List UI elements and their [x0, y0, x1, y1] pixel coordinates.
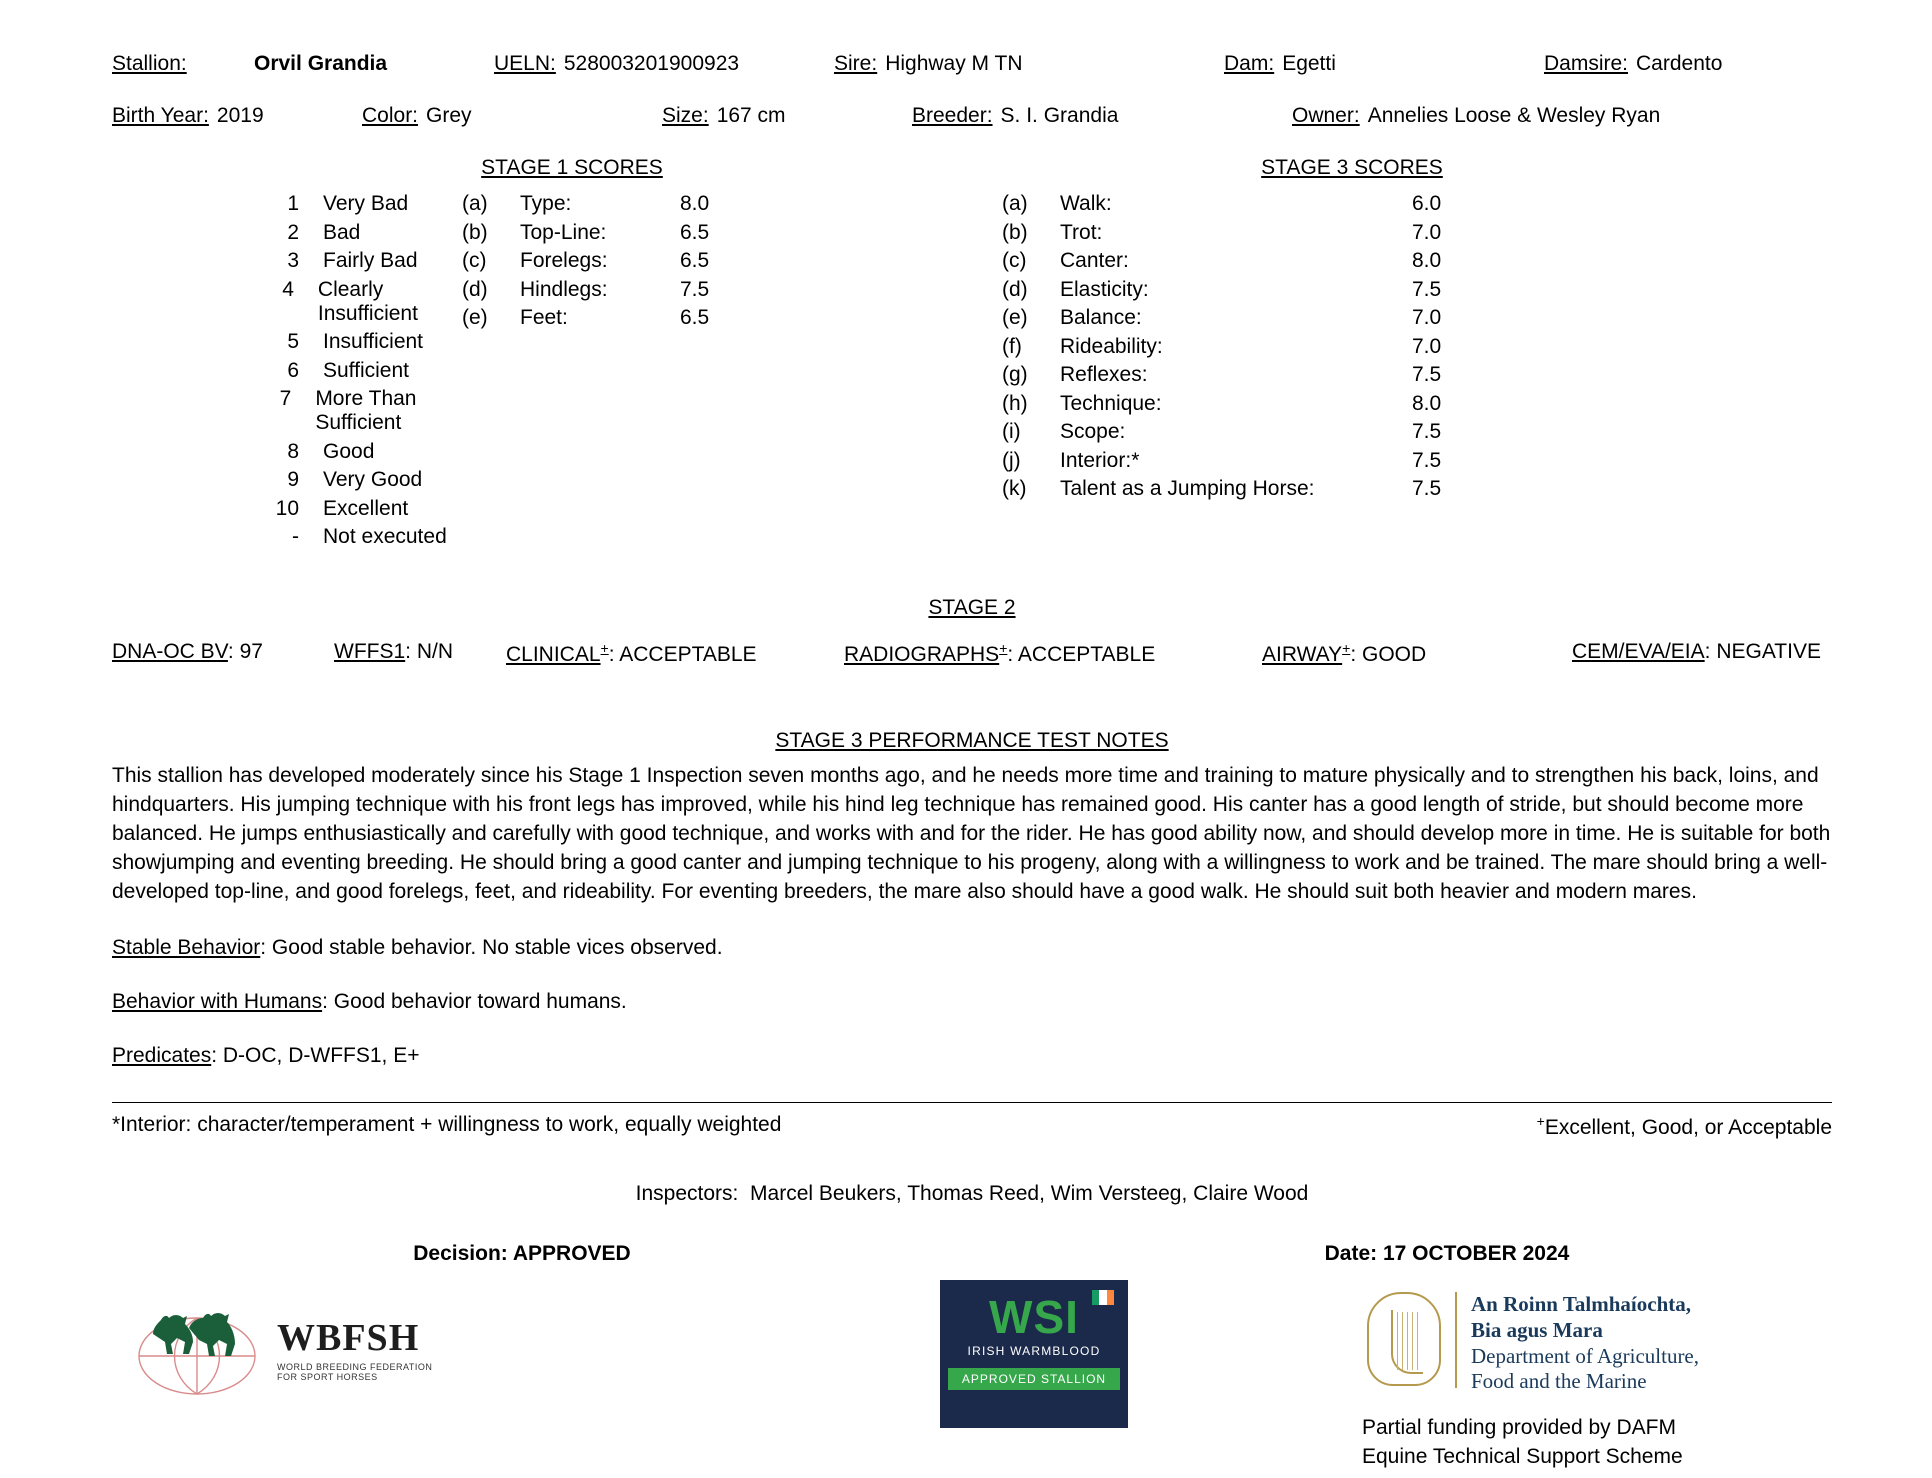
legend-text: Very Bad [323, 192, 409, 215]
field-color-value: Grey [426, 104, 472, 127]
stage3-score-row [1002, 221, 1832, 245]
stage2-label: WFFS1 [334, 639, 406, 663]
stage1-score-row [462, 221, 882, 245]
wsi-approved-band: APPROVED STALLION [948, 1368, 1120, 1390]
legend-text: Very Good [323, 468, 423, 491]
legend-num: 5 [287, 330, 299, 353]
wbfsh-logo [127, 1294, 432, 1404]
legend-num: 4 [282, 277, 294, 301]
stage3-score-row [1002, 363, 1832, 387]
legend-row [267, 249, 462, 273]
stage3-score: 8.0 [1412, 391, 1442, 415]
legend-text: Excellent [323, 496, 409, 520]
stage3-letter: (i) [1002, 420, 1021, 443]
stage3-score-row [1002, 306, 1832, 330]
stage1-title: STAGE 1 SCORES [481, 156, 663, 179]
stage2-value: ACCEPTABLE [619, 642, 757, 666]
predicates-line [112, 1044, 1832, 1068]
stage2-title: STAGE 2 [928, 595, 1016, 619]
stage3-name: Canter: [1060, 249, 1129, 272]
stage3-letter: (d) [1002, 277, 1028, 301]
legend-row [267, 440, 462, 464]
stage2-label: AIRWAY [1262, 642, 1343, 666]
field-ueln-value: 528003201900923 [563, 52, 740, 75]
stage2-value: N/N [416, 639, 454, 663]
score-legend [112, 192, 462, 554]
legend-text: Insufficient [323, 330, 424, 353]
stage3-name: Scope: [1060, 420, 1126, 443]
stage2-item-cem-eva-eia [1572, 640, 1821, 667]
field-color [362, 104, 662, 128]
harp-icon [1367, 1292, 1441, 1386]
dafm-irish-line2: Bia agus Mara [1471, 1318, 1603, 1343]
stage3-name: Walk: [1060, 192, 1112, 215]
field-stallion-value-wrap [254, 52, 494, 76]
legend-num: 9 [287, 468, 299, 491]
field-damsire-label: Damsire: [1544, 52, 1629, 75]
stage3-score: 7.5 [1412, 477, 1442, 500]
stage2-sup: + [999, 639, 1008, 656]
stage3-letter: (j) [1002, 448, 1021, 472]
legend-text: Fairly Bad [323, 249, 418, 272]
stage3-score-row [1002, 249, 1832, 273]
predicates-label: Predicates [112, 1044, 212, 1068]
stage3-letter: (f) [1002, 334, 1022, 358]
stage3-letter: (g) [1002, 363, 1028, 386]
legend-row [267, 387, 462, 435]
wsi-sub-text: IRISH WARMBLOOD [967, 1344, 1101, 1359]
field-breeder [912, 104, 1292, 128]
stage1-score: 6.5 [680, 306, 710, 329]
legend-row [267, 278, 462, 326]
stage2-label: CLINICAL [506, 642, 601, 666]
field-stallion-value: Orvil Grandia [254, 52, 388, 75]
wsi-main-text: WSI [989, 1291, 1079, 1344]
footnotes [112, 1113, 1832, 1140]
legend-num: 1 [287, 192, 299, 215]
logos-row [112, 1288, 1832, 1478]
stage3-name: Interior:* [1060, 448, 1140, 472]
stage3-name: Balance: [1060, 306, 1142, 329]
field-breeder-label: Breeder: [912, 104, 993, 127]
stage2-item-wffs1 [334, 640, 506, 667]
field-size [662, 104, 912, 128]
stage1-name: Hindlegs: [520, 277, 608, 301]
stage2-colon: : [227, 639, 240, 663]
legend-row [267, 221, 462, 245]
legend-row [267, 525, 462, 549]
field-stallion-label: Stallion: [112, 52, 187, 75]
stage2-colon: : [608, 642, 620, 666]
field-sire-value: Highway M TN [885, 52, 1023, 75]
notes-body: This stallion has developed moderately since his Stage 1 Inspection seven months ago, and he needs more time and training to mature physically and to strengthen his back, loins, and hindquarters. His jumping technique with his front legs has improved, while his hind leg technique has remained good. His canter has a good length of stride, but should become more balanced. He jumps enthusiastically and carefully with good technique, and works with and for the rider. He has good ability now, and should develop more in time. He is suitable for both showjumping and eventing breeding. He should bring a good canter and jumping technique to his progeny, along with a willingness to work and be trained. The mare should bring a well-developed top-line, and good forelegs, feet, and rideability. For eventing breeders, the mare also should have a good walk. He should suit both heavier and modern mares. [112, 763, 1831, 904]
stable-behavior-value: : Good stable behavior. No stable vices observed. [260, 936, 723, 960]
legend-num: 8 [287, 439, 299, 463]
field-dam-value: Egetti [1282, 52, 1336, 75]
date-label: Date: [1324, 1242, 1378, 1266]
legend-text: Not executed [323, 525, 447, 548]
stage3-name: Elasticity: [1060, 277, 1149, 301]
legend-row [267, 497, 462, 521]
dafm-english-line1: Department of Agriculture, [1471, 1343, 1700, 1368]
stage2-item-radiographs [844, 640, 1262, 667]
wbfsh-sub-line1: WORLD BREEDING FEDERATION [277, 1362, 433, 1373]
stage3-name: Technique: [1060, 391, 1162, 415]
stage1-score: 6.5 [680, 249, 710, 272]
stage2-sup: + [1342, 639, 1351, 656]
stage3-letter: (a) [1002, 192, 1028, 215]
dafm-funding-line1: Partial funding provided by DAFM [1362, 1416, 1676, 1440]
legend-row [267, 468, 462, 492]
wbfsh-wordmark [277, 1316, 432, 1382]
stable-behavior-label: Stable Behavior [112, 936, 261, 960]
legend-text: Good [323, 439, 375, 463]
field-color-label: Color: [362, 104, 419, 127]
stage1-letter: (c) [462, 249, 487, 272]
field-sire [834, 52, 1224, 76]
stage3-title: STAGE 3 SCORES [1261, 156, 1443, 179]
dafm-wordmark [1471, 1292, 1699, 1394]
stage3-score: 8.0 [1412, 249, 1442, 272]
stage3-letter: (h) [1002, 391, 1028, 415]
stage2-colon: : [1007, 642, 1018, 666]
stage1-score-row [462, 249, 882, 273]
stage1-score: 7.5 [680, 277, 710, 301]
stage3-name: Trot: [1060, 220, 1103, 244]
scores-section [112, 192, 1832, 554]
legend-row [267, 359, 462, 383]
stage2-colon: : [405, 639, 417, 663]
legend-num: 2 [287, 220, 299, 244]
dafm-divider [1455, 1292, 1457, 1388]
wbfsh-horses-globe-icon [127, 1294, 267, 1404]
stage3-score: 7.0 [1412, 220, 1442, 244]
decision-value: APPROVED [512, 1242, 631, 1266]
stage2-value: ACCEPTABLE [1017, 642, 1156, 666]
stage3-score-row [1002, 449, 1832, 473]
stage2-item-clinical [506, 640, 844, 667]
stage3-score: 6.0 [1412, 192, 1442, 215]
legend-text: Sufficient [323, 358, 409, 382]
inspectors-value: Marcel Beukers, Thomas Reed, Wim Versteeg, Claire Wood [750, 1182, 1309, 1206]
wsi-logo [940, 1280, 1128, 1428]
stage3-letter: (c) [1002, 249, 1027, 272]
stage3-score: 7.5 [1412, 448, 1442, 472]
stage2-value: 97 [239, 639, 263, 663]
field-dam-label: Dam: [1224, 52, 1275, 75]
legend-text: More Than Sufficient [315, 387, 417, 434]
stage2-colon: : [1704, 639, 1717, 663]
legend-row [267, 330, 462, 354]
field-sire-label: Sire: [834, 52, 878, 75]
date-block [932, 1242, 1832, 1266]
wbfsh-main-text: WBFSH [277, 1317, 420, 1360]
stage1-score: 8.0 [680, 192, 710, 215]
stage3-score-row [1002, 477, 1832, 501]
field-ueln-label: UELN: [494, 52, 556, 75]
stage3-score: 7.0 [1412, 306, 1442, 329]
notes-title: STAGE 3 PERFORMANCE TEST NOTES [775, 728, 1169, 752]
footnote-grades-sup: + [1536, 1113, 1545, 1130]
stage1-letter: (b) [462, 220, 488, 244]
legend-text: Clearly Insufficient [317, 277, 418, 325]
stage2-label: RADIOGRAPHS [844, 642, 1000, 666]
field-breeder-value: S. I. Grandia [1000, 104, 1119, 127]
field-birth-year-value: 2019 [216, 104, 264, 127]
field-ueln [494, 52, 834, 76]
predicates-value: : D-OC, D-WFFS1, E+ [211, 1044, 420, 1068]
stage1-letter: (e) [462, 306, 488, 329]
stage1-name: Feet: [520, 306, 568, 329]
behavior-humans-line [112, 990, 1832, 1014]
decision-label: Decision: [413, 1242, 508, 1266]
stage1-letter: (a) [462, 192, 488, 215]
legend-row [267, 192, 462, 216]
footnote-interior: *Interior: character/temperament + willingness to work, equally weighted [112, 1113, 782, 1137]
stable-behavior-line [112, 936, 1832, 960]
stage1-scores [462, 192, 882, 554]
inspectors-label: Inspectors: [635, 1182, 739, 1206]
stage3-score-row [1002, 392, 1832, 416]
stage1-score-row [462, 306, 882, 330]
wbfsh-sub-line2: FOR SPORT HORSES [277, 1372, 378, 1383]
stage3-name: Rideability: [1060, 334, 1163, 358]
inspectors-line [112, 1182, 1832, 1206]
field-birth-year [112, 104, 362, 128]
header-row-secondary [112, 104, 1832, 128]
stage3-name: Talent as a Jumping Horse: [1060, 477, 1315, 500]
stage3-score-row [1002, 420, 1832, 444]
dafm-english-line2: Food and the Marine [1471, 1369, 1647, 1394]
footnote-grades [1537, 1113, 1832, 1140]
legend-num: 7 [279, 387, 292, 410]
stage1-score: 6.5 [680, 220, 710, 244]
decision-block [112, 1242, 932, 1266]
legend-num: 10 [275, 496, 299, 520]
legend-text: Bad [323, 220, 361, 244]
dafm-funding-line2: Equine Technical Support Scheme [1362, 1444, 1683, 1468]
stage3-score: 7.5 [1412, 363, 1442, 386]
dafm-funding-note [1362, 1414, 1683, 1471]
stage3-score: 7.5 [1412, 277, 1442, 301]
field-size-label: Size: [662, 104, 709, 127]
stage2-value: GOOD [1361, 642, 1427, 666]
field-owner-label: Owner: [1292, 104, 1360, 127]
stage3-score: 7.0 [1412, 334, 1442, 358]
stage3-letter: (b) [1002, 220, 1028, 244]
field-size-value: 167 cm [716, 104, 786, 127]
field-birth-year-label: Birth Year: [112, 104, 209, 127]
stage1-name: Forelegs: [520, 249, 608, 272]
stage3-score-row [1002, 192, 1832, 216]
field-dam [1224, 52, 1544, 76]
field-damsire [1544, 52, 1722, 76]
stage2-results [112, 640, 1832, 667]
stage2-colon: : [1350, 642, 1362, 666]
stage1-name: Type: [520, 192, 572, 215]
irish-flag-icon [1092, 1290, 1114, 1305]
field-owner [1292, 104, 1660, 128]
dafm-irish-line1: An Roinn Talmhaíochta, [1471, 1292, 1691, 1317]
field-damsire-value: Cardento [1636, 52, 1723, 75]
stage1-letter: (d) [462, 277, 488, 301]
date-value: 17 OCTOBER 2024 [1382, 1242, 1570, 1266]
footnote-grades-text: Excellent, Good, or Acceptable [1544, 1116, 1832, 1140]
legend-num: - [292, 525, 299, 548]
stage3-name: Reflexes: [1060, 363, 1148, 386]
behavior-humans-label: Behavior with Humans [112, 990, 323, 1014]
header-row-primary [112, 52, 1832, 76]
behavior-humans-value: : Good behavior toward humans. [322, 990, 627, 1014]
stage2-label: DNA-OC BV [112, 639, 228, 663]
stage-score-headings [112, 156, 1832, 180]
footnote-divider [112, 1102, 1832, 1103]
legend-num: 6 [287, 358, 299, 382]
dafm-logo [1367, 1292, 1699, 1394]
stage3-scores [882, 192, 1832, 554]
stage3-letter: (k) [1002, 477, 1027, 500]
stage3-score: 7.5 [1412, 420, 1442, 443]
stage2-item-dna-oc-bv [112, 640, 334, 667]
stage2-value: NEGATIVE [1716, 639, 1821, 663]
stage3-letter: (e) [1002, 306, 1028, 329]
legend-num: 3 [287, 249, 299, 272]
stage3-score-row [1002, 335, 1832, 359]
stage1-score-row [462, 278, 882, 302]
field-stallion [112, 52, 254, 76]
stage2-item-airway [1262, 640, 1572, 667]
stage2-sup: + [600, 639, 609, 656]
stage1-name: Top-Line: [520, 220, 607, 244]
field-owner-value: Annelies Loose & Wesley Ryan [1367, 104, 1661, 127]
stage1-score-row [462, 192, 882, 216]
stage3-score-row [1002, 278, 1832, 302]
decision-row [112, 1242, 1832, 1266]
stage2-label: CEM/EVA/EIA [1572, 639, 1705, 663]
